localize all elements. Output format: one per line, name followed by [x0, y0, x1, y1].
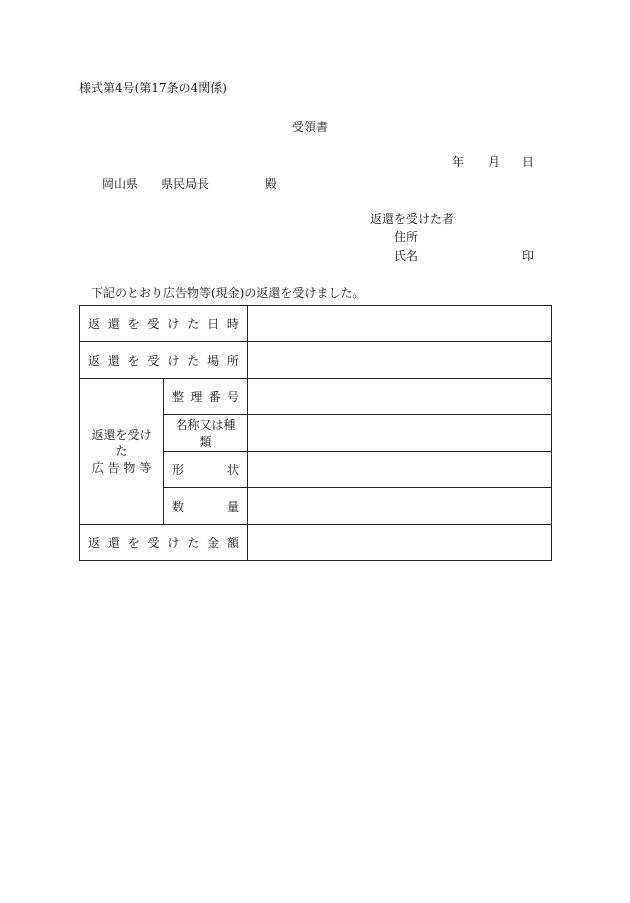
- date-year-label: 年: [452, 155, 465, 169]
- amount-value-cell[interactable]: [248, 525, 552, 561]
- control-number-value-cell[interactable]: [248, 379, 552, 415]
- table-row-number: [80, 379, 552, 415]
- place-label: 返 還 を 受 け た 場 所: [80, 342, 248, 379]
- quantity-label: 数 量: [164, 488, 248, 525]
- place-value-cell[interactable]: [248, 342, 552, 379]
- returned-items-group-label: [80, 379, 164, 525]
- table-row-datetime: [80, 306, 552, 342]
- date-day-label: 日: [522, 155, 535, 169]
- recipient-name-label: 氏名: [394, 249, 419, 263]
- control-number-label: 整 理 番 号: [164, 379, 248, 415]
- group-label-line2: 広 告 物 等: [91, 460, 152, 475]
- addressee-office: 県民局長: [161, 177, 210, 191]
- datetime-label: 返 還 を 受 け た 日 時: [80, 306, 248, 342]
- shape-value-cell[interactable]: [248, 452, 552, 488]
- datetime-value-cell[interactable]: [248, 306, 552, 342]
- addressee-honorific: 殿: [265, 177, 278, 191]
- name-or-type-value-cell[interactable]: [248, 415, 552, 452]
- addressee-prefecture: 岡山県: [102, 177, 139, 191]
- name-or-type-label: 名称又は種類: [164, 415, 248, 452]
- recipient-address-label: 住所: [394, 230, 419, 244]
- recipient-heading: 返還を受けた者: [370, 212, 455, 226]
- table-row-place: [80, 342, 552, 379]
- seal-mark: 印: [522, 249, 535, 263]
- statement-text: 下記のとおり広告物等(現金)の返還を受けました。: [91, 286, 365, 300]
- form-number: 様式第4号(第17条の4関係): [79, 81, 227, 95]
- document-title: 受領書: [292, 120, 329, 134]
- shape-label: 形 状: [164, 452, 248, 488]
- group-label-line1: 返還を受けた: [91, 428, 152, 459]
- date-month-label: 月: [488, 155, 501, 169]
- quantity-value-cell[interactable]: [248, 488, 552, 525]
- return-receipt-table: [79, 305, 552, 561]
- table-row-amount: [80, 525, 552, 561]
- amount-label: 返 還 を 受 け た 金 額: [80, 525, 248, 561]
